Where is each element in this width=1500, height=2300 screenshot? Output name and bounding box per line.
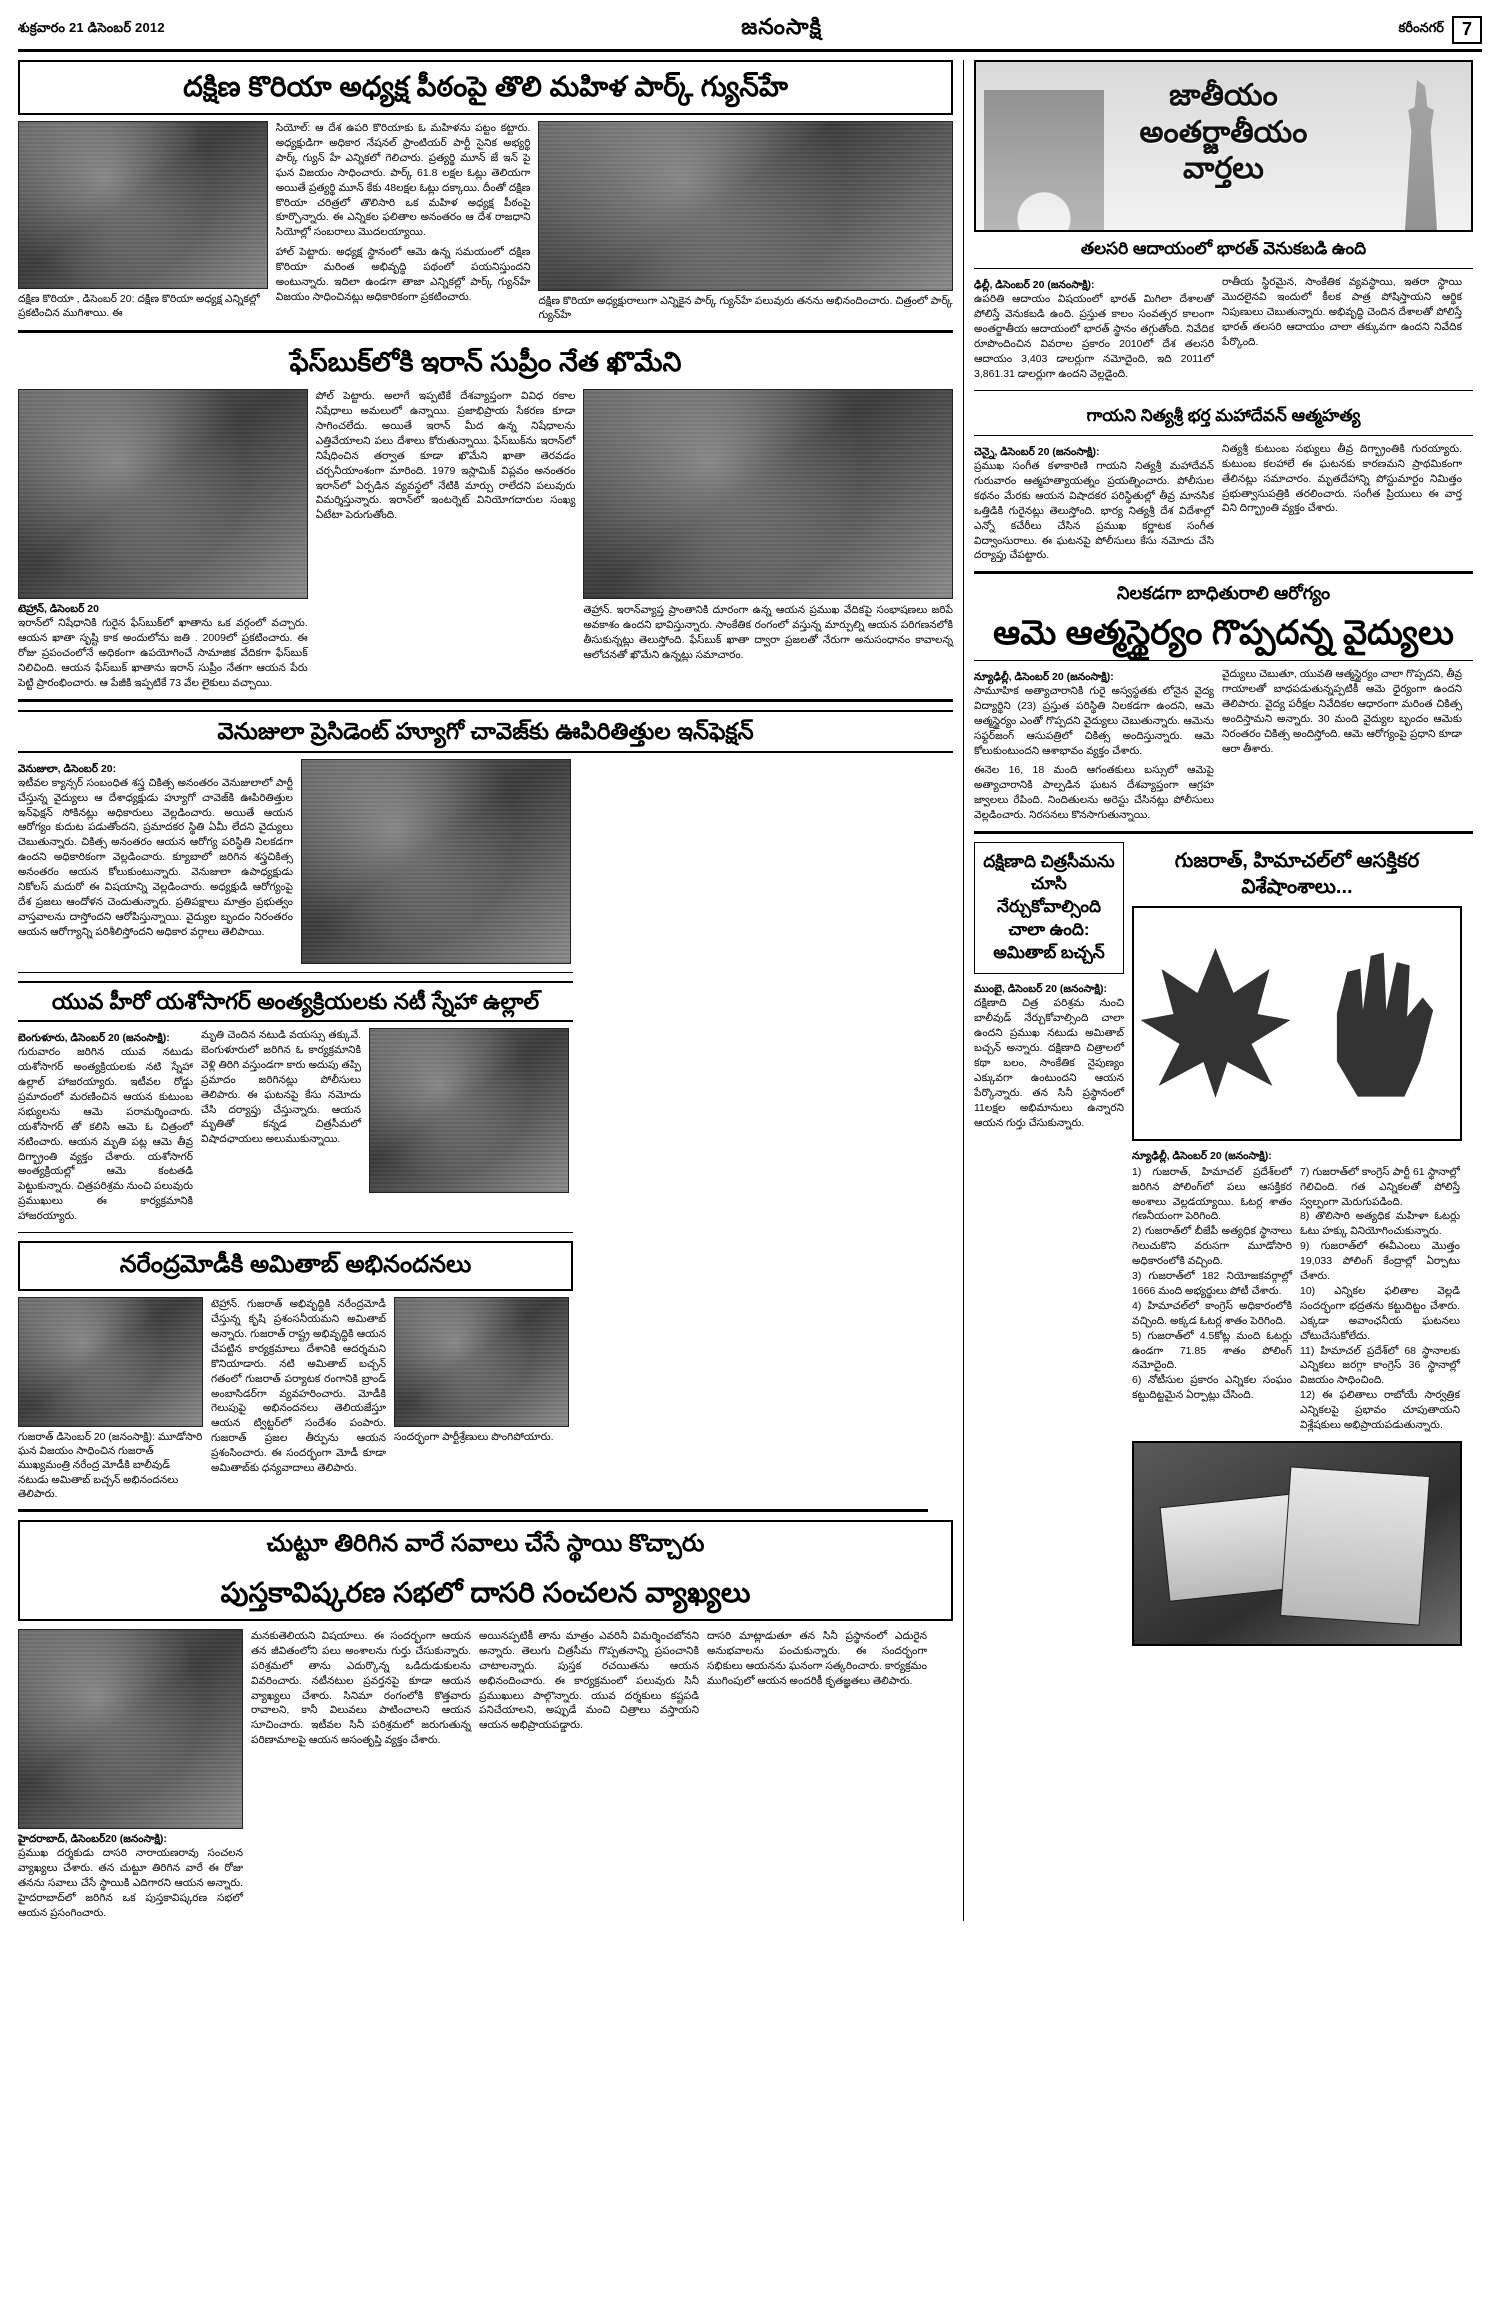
dasari-headline-1: చుట్టూ తిరిగిన వారే సవాలు చేసే స్థాయి కొచ్చారు <box>18 1520 953 1568</box>
korea-photo-caption: దక్షిణ కొరియా , డిసెంబర్ 20: దక్షిణ కొరియా అధ్యక్ష ఎన్నికల్లో ప్రకటించిన ముగిశాయి. ఈ <box>18 293 260 320</box>
nithyasri-text-2: నిత్యశ్రీ కుటుంబ సభ్యులు తీవ్ర దిగ్భ్రాంతికి గురయ్యారు. కుటుంబ కలహాలే ఈ ఘటనకు కారణమని ప్రాథమికంగా తేలినట్లు సమాచారం. మృతదేహాన్ని పోస్టుమార్టం నిమిత్తం ప్రభుత్వాసుపత్రికి తరలించారు. సంగీత ప్రియులు ఈ వార్త విని దిగ్భ్రాంతి వ్యక్తం చేశారు. <box>1222 442 1462 515</box>
percapita-dateline: ఢిల్లీ, డిసెంబర్ 20 (జనంసాక్షి): <box>974 279 1095 292</box>
lotus-icon <box>1141 948 1291 1098</box>
sneha-ullal-photo <box>369 1028 569 1193</box>
article-khomeini <box>18 341 953 690</box>
victim-dateline: న్యూఢిల్లీ, డిసెంబర్ 20 (జనంసాక్షి): <box>974 671 1114 684</box>
amitabh-south-text: దక్షిణాది చిత్ర పరిశ్రమ నుంచి బాలీవుడ్ నేర్చుకోవాల్సింది చాలా ఉందని ప్రముఖ నటుడు అమితాబ్ బచ్చన్ అన్నారు. దక్షిణాది చిత్రాలలో కథా బలం, సాంకేతిక నైపుణ్యం ఎక్కువగా ఉంటుందని ఆయన పేర్కొన్నారు. తన సినీ ప్రస్థానంలో 11లక్షల అభిమానులు ఉన్నారని ఆయన గుర్తు చేసుకున్నారు. <box>974 997 1124 1129</box>
modi-caption: గుజరాత్ డిసెంబర్ 20 (జనంసాక్షి): మూడోసారి ఘన విజయం సాధించిన గుజరాత్ ముఖ్యమంత్రి నరేంద్ర మోడీకి బాలీవుడ్ నటుడు అమితాబ్ బచ్చన్ అభినందనలు తెలిపారు. <box>18 1431 203 1500</box>
page-body <box>18 60 1482 1921</box>
article-dasari <box>18 1520 953 1921</box>
victim-text-3: వైద్యులు చెబుతూ, యువతి ఆత్మస్థైర్యం చాలా గొప్పదని, తీవ్ర గాయాలతో బాధపడుతున్నప్పటికీ ఆమె ధైర్యంగా ఉందని తెలిపారు. వైద్య పరీక్షల నివేదికల ఆధారంగా మరింత చికిత్స అందిస్తామని అన్నారు. 30 మంది వైద్యుల బృందం ఆమెకు నిరంతరం చికిత్స అందిస్తోంది. ఆమె ఆరోగ్యంపై ప్రధాని కూడా ఆరా తీశారు. <box>1222 668 1463 755</box>
divider-r5 <box>974 660 1473 661</box>
list-item: 1) గుజరాత్, హిమాచల్ ప్రదేశ్‌లలో జరిగిన పోలింగ్‌లో పలు ఆసక్తికర అంశాలు వెల్లడయ్యాయి. ఓటర్ల శాతం గణనీయంగా పెరిగింది. <box>1132 1165 1292 1223</box>
dasari-photo <box>18 1629 243 1829</box>
article-korea-headline: దక్షిణ కొరియా అధ్యక్ష పీఠంపై తొలి మహిళ పార్క్ గ్యున్‌హే <box>18 60 953 115</box>
gujarat-headline: గుజరాత్, హిమాచల్‌లో ఆసక్తికర విశేషాంశాలు... <box>1174 849 1420 898</box>
edition-wrap <box>1398 16 1482 44</box>
percapita-text-2: రాతీయ స్థిరమైన, సాంకేతిక వ్యవస్థాయి, ఇతరా స్థాయి మొదలైనవి ఇందులో కీలక పాత్ర పోషిస్తాయని ఆర్థిక నిపుణులు చెబుతున్నారు. అభివృద్ధి చెందిన దేశాలతో పోలిస్తే భారత్ తలసరి ఆదాయం చాలా తక్కువగా ఉందని నివేదిక పేర్కొంది. <box>1222 276 1462 348</box>
dasari-dateline: హైదరాబాద్, డిసెంబర్20 (జనంసాక్షి): <box>18 1832 167 1845</box>
dasari-body-4: దాసరి మాట్లాడుతూ తన సినీ ప్రస్థానంలో ఎదురైన అనుభవాలను పంచుకున్నారు. ఈ సందర్భంగా సభికులు ఆయనను ఘనంగా సత్కరించారు. కార్యక్రమం ముగింపులో ఆయన అందరికీ కృతజ్ఞతలు తెలిపారు. <box>707 1629 927 1687</box>
nithyasri-dateline: చెన్నై, డిసెంబర్ 20 (జనంసాక్షి): <box>974 445 1100 458</box>
list-item: 5) గుజరాత్‌లో 4.5కోట్ల మంది ఓటర్లు ఉండగా 71.85 శాతం పోలింగ్ నమోదైంది. <box>1132 1329 1292 1372</box>
article-korea <box>18 60 953 322</box>
list-item: 4) హిమాచల్‌లో కాంగ్రెస్ అధికారంలోకి వచ్చింది. అక్కడ ఓటర్ల శాతం పెరిగింది. <box>1132 1299 1292 1327</box>
article-khomeini-headline: ఫేస్‌బుక్‌లోకి ఇరాన్ సుప్రీం నేత ఖొమేని <box>289 347 682 378</box>
divider-5 <box>18 1509 928 1512</box>
amitabh-south-headline: దక్షిణాది చిత్రసీమను చూసి నేర్చుకోవాల్సింది చాలా ఉంది: అమితాబ్ బచ్చన్ <box>974 842 1124 975</box>
hand-icon <box>1314 943 1444 1103</box>
victim-kicker: నిలకడగా బాధితురాలి ఆరోగ్యం <box>1116 583 1331 604</box>
article-chavez <box>18 710 953 964</box>
nithyasri-body <box>974 442 1473 564</box>
korea-president-photo <box>18 121 268 289</box>
chavez-dateline: వెనుజులా, డిసెంబర్ 20: <box>18 762 117 775</box>
article-yashosagar <box>18 981 573 1225</box>
banner-line-1: జాతీయం <box>1169 79 1278 112</box>
masthead <box>18 14 1482 52</box>
modi-photo <box>18 1297 203 1427</box>
dasari-headline-2: పుస్తకావిష్కరణ సభలో దాసరి సంచలన వ్యాఖ్యలు <box>18 1568 953 1621</box>
yashosagar-body-1: గురువారం జరిగిన యువ నటుడు యశోసాగర్ అంత్యక్రియలకు నటి స్నేహా ఉల్లాల్ హాజరయ్యారు. ఇటీవల రోడ్డు ప్రమాదంలో మరణించిన ఆయన కుటుంబ సభ్యులను ఆమె పరామర్శించారు. యశోసాగర్ తో కలిసి ఆమె ఓ చిత్రంలో నటించారు. ఆయన మృతి పట్ల ఆమె తీవ్ర దిగ్భ్రాంతి వ్యక్తం చేశారు. యశోసాగర్ అంత్యక్రియల్లో ఆమె కంటతడి పెట్టుకున్నారు. చిత్రపరిశ్రమ నుంచి పలువురు ప్రముఖులు ఈ కార్యక్రమానికి హాజరయ్యారు. <box>18 1046 193 1223</box>
facebook-collage-photo <box>18 389 308 599</box>
korea-crowd-photo <box>538 121 953 291</box>
yashosagar-body-2: మృతి చెందిన నటుడి వయస్సు తక్కువే. బెంగుళూరులో జరిగిన ఓ కార్యక్రమానికి వెళ్లి తిరిగి వస్తుండగా కారు అదుపు తప్పి ప్రమాదం జరిగినట్లు పోలీసులు తెలిపారు. ఈ ఘటనపై కేసు నమోదు చేసి దర్యాప్తు చేస్తున్నారు. ఆయన మృతితో కన్నడ చిత్రసీమలో విషాదఛాయలు అలుముకున్నాయి. <box>201 1029 361 1146</box>
divider-r3 <box>974 435 1473 436</box>
divider-1 <box>18 330 953 333</box>
chavez-body: ఇటీవల క్యాన్సర్ సంబంధిత శస్త్ర చికిత్స అనంతరం వెనుజులాలో పార్టీ చేస్తున్న వైద్యులు ఆ దేశాధ్యక్షుడు హ్యూగో చావెజ్‌కి ఊపిరితిత్తుల ఇన్‌ఫెక్షన్ సోకినట్లు అధికారులు వెల్లడించారు. అయితే ఆయన ఆరోగ్యం కుదుట పడుతోందని, ప్రమాదకర స్థితి ఏమీ లేదని వైద్యులు చెబుతున్నారు. చికిత్స అనంతరం ఆయన ఆరోగ్య పరిస్థితి నిలకడగా ఉందని అధికారికంగా వెల్లడించారు. క్యూబాలో జరిగిన శస్త్రచికిత్స అనంతరం ఆయన కోలుకుంటున్నారు. వెనుజులా ఉపాధ్యక్షుడు నికోలస్ మదురో ఈ విషయాన్ని వెల్లడించారు. అధ్యక్షుడి ఆరోగ్యంపై దేశ ప్రజలు ఆందోళన చెందుతున్నారు. ప్రతిపక్షాలు మాత్రం ప్రభుత్వం వాస్తవాలను దాస్తోందని ఆరోపిస్తున్నాయి. వైద్యుల బృందం నిరంతరం ఆయన ఆరోగ్యాన్ని పరిశీలిస్తోందని అధికార వర్గాలు తెలిపాయి. <box>18 776 293 938</box>
gujarat-points <box>1132 1165 1462 1433</box>
khomeini-dateline: టెహ్రాన్, డిసెంబర్ 20 <box>18 603 99 616</box>
list-item: 8) తొలిసారి అత్యధిక మహిళా ఓటర్లు ఓటు హక్కు వినియోగించుకున్నారు. <box>1300 1210 1460 1238</box>
divider-2 <box>18 699 953 702</box>
divider-r1 <box>974 268 1473 269</box>
edition-name: కరీంనగర్ <box>1398 20 1444 35</box>
percapita-body <box>974 275 1473 382</box>
khomeini-body-3: తెహ్రాన్. ఇరాన్‌వ్యాప్త ప్రాంతానికి దూరంగా ఉన్న ఆయన ప్రముఖ వేదికపై సంభాషణలు జరిపే అవకాశం ఉందని భావిస్తున్నారు. సాంకేతిక రంగంలో వస్తున్న మార్పుల్ని ఆయన పరిగణనలోకి తీసుకున్నట్లు తెలుస్తోంది. ఫేస్‌బుక్ ఖాతా ద్వారా ప్రజలతో నేరుగా అనుసంధానం కావాలన్న ఆలోచనతో ఖొమేని ఉన్నట్లు సమాచారం. <box>583 604 953 661</box>
khomeini-body-1: ఇరాన్‌లో నిషేధానికి గురైన ఫేస్‌బుక్‌లో ఖాతాను ఒక వర్గంలో వచ్చారు. ఆయన ఖాతా సృష్టి కాక అందులోను జతి . 2009లో ప్రకటించారు. ఈ రోజు ప్రపంచంలోనే అధికంగా ఉపయోగించే సామాజిక వేదికగా ఫేస్‌బుక్ నిలిచింది. ఆయన ఫేస్‌బుక్ ఖాతాను ఇరాన్ సుప్రీం నేతగా ఆయన పేరు పెట్టి ప్రారంభించారు. ఆ పేజీకి ఇప్పటికే 73 వేల లైకులు వచ్చాయి. <box>18 617 308 689</box>
article-gujarat-himachal <box>1132 842 1462 1646</box>
percapita-text-1: ఉపరితి ఆదాయం విషయంలో భారత్ మిగిలా దేశాలతో పోలిస్తే వెనుకబడి ఉంది. ప్రస్తుత కాలం సంవత్సర కాలంగా అంతర్జాతీయ ఆదాయంలో భారత్ స్థానం తగ్గుతోంది. నివేదిక రూపొందించిన వివరాల ప్రకారం 2010లో దేశ తలసరి ఆదాయం 3,403 డాలర్లుగా నమోదైంది, ఇది 2011లో 3,861.31 డాలర్లుగా ఉందని వెల్లడైంది. <box>974 293 1214 380</box>
divider-r4 <box>974 571 1473 574</box>
list-item: 3) గుజరాత్‌లో 182 నియోజకవర్గాల్లో 1666 మంది అభ్యర్థులు పోటీ చేశారు. <box>1132 1270 1292 1297</box>
divider-3 <box>18 972 573 973</box>
dasari-body-3: అయినప్పటికీ తాను మాత్రం ఎవరినీ విమర్శించబోనని అన్నారు. తెలుగు చిత్రసీమ గొప్పతనాన్ని ప్రపంచానికి చాటాలన్నారు. పుస్తక రచయితను ఆయన అభినందించారు. ఈ కార్యక్రమంలో పలువురు సినీ ప్రముఖులు పాల్గొన్నారు. యువ దర్శకులు కష్టపడి పనిచేయాలని, అప్పుడే మంచి చిత్రాలు వస్తాయని ఆయన అభిప్రాయపడ్డారు. <box>479 1629 699 1732</box>
evm-machines-photo <box>1132 1441 1462 1646</box>
divider-4 <box>18 1232 573 1233</box>
list-item: 2) గుజరాత్‌లో బీజేపీ అత్యధిక స్థానాలు గెలుచుకొని వరుసగా మూడోసారి అధికారంలోకి వచ్చింది. <box>1132 1225 1292 1268</box>
victim-text-2: ఈనెల 16, 18 మంది ఆగంతకులు బస్సులో ఆమెపై అత్యాచారానికి పాల్పడిన ఘటన దేశవ్యాప్తంగా ఆగ్రహ జ్వాలలు రేపింది. నిందితులను అరెస్టు చేసినట్లు పోలీసులు వెల్లడించారు. నిరసనలు కొనసాగుతున్నాయి. <box>974 763 1214 821</box>
amitabh-south-dateline: ముంబై, డిసెంబర్ 20 (జనంసాక్షి): <box>974 983 1108 996</box>
victim-text-1: సామూహిక అత్యాచారానికి గురై అస్వస్థతకు లోనైన వైద్య విద్యార్థిని (23) ప్రస్తుత పరిస్థితి నిలకడగా ఉందని, ఆమె ఆత్మస్థైర్యం ఎంతో గొప్పదని వైద్యులు చెబుతున్నారు. ఆమెను సఫ్దర్‌జంగ్ ఆసుపత్రిలో చికిత్స అందిస్తున్నారు. ఆమె కోలుకుంటుందని ఆశాభావం వ్యక్తం చేశారు. <box>974 685 1214 757</box>
newspaper-logo: జనంసాక్షి <box>741 14 823 39</box>
list-item: 9) గుజరాత్‌లో ఈవీఎంలు మొత్తం 19,033 పోలింగ్ కేంద్రాల్లో ఏర్పాటు చేశారు. <box>1300 1240 1460 1283</box>
nithyasri-headline: గాయని నిత్యశ్రీ భర్త మహాదేవన్ ఆత్మహత్య <box>1086 405 1361 425</box>
right-column <box>963 60 1473 1921</box>
right-lower-grid <box>974 842 1473 1646</box>
party-symbols-image <box>1132 906 1462 1141</box>
amitabh-photo <box>394 1297 569 1427</box>
percapita-headline: తలసరి ఆదాయంలో భారత్ వెనుకబడి ఉంది <box>1080 239 1367 258</box>
khomeini-body-2: పోల్ పెట్టారు. అలాగే ఇప్పటికే దేశవ్యాప్తంగా వివిధ రకాల నిషేధాలు అమలులో ఉన్నాయి. ప్రజాభిప్రాయ సేకరణ కూడా సాగించలేదు. అయితే ఇరాన్ మీద ఉన్న నిషేధాలను ఎత్తివేయాలని పలు దేశాలు కోరుతున్నాయి. ఫేస్‌బుక్‌ను ఇరాన్‌లో నిషేధించిన తర్వాత కూడా ఖొమేని ఖాతా తెరవడం చర్చనీయాంశంగా మారింది. 1979 ఇస్లామిక్ విప్లవం అనంతరం ఇరాన్‌లో ఏర్పడిన వ్యవస్థలో నేటికి మార్పు రాలేదని పలువురు విమర్శిస్తున్నారు. ఇరాన్‌లో ఇంటర్నెట్ వినియోగదారుల సంఖ్య ఏటేటా పెరుగుతోంది. <box>315 390 576 522</box>
divider-r2 <box>974 390 1473 391</box>
facebook-magnifier-photo <box>583 389 953 599</box>
article-yashosagar-headline: యువ హీరో యశోసాగర్ అంత్యక్రియలకు నటీ స్నేహా ఉల్లాల్ <box>18 981 573 1023</box>
korea-body-1: సియోల్: ఆ దేశ ఉపరి కొరియాకు ఓ మహిళను పట్టం కట్టారు. అధ్యక్షుడిగా అధికార నేషనల్ ఫ్రాంటియర్ పార్టీ సైనిక అభ్యర్థి పార్క్ గ్యున్ హే ఎన్నికలో గెలిచారు. ప్రత్యర్థి మూన్ జే ఇన్ పై ఘన విజయం సాధించారు. పార్క్ 61.8 లక్షల ఓట్లు తెలియగా అయితే ప్రత్యర్థి మూన్ కేకు 48లక్షల ఓట్లు దక్కాయి. దీంతో దక్షిణ కొరియా చరిత్రలో తొలిసారి ఒక మహిళ అధ్యక్ష పీఠంపై కూర్చొన్నారు. ఈ ఎన్నికల ఫలితాల అనంతరం ఆ దేశ రాజధాని సియోల్లో సంబరాలు మొదలయ్యాయి. <box>275 122 531 239</box>
left-column <box>18 60 953 1921</box>
dasari-body-1: ప్రముఖ దర్శకుడు దాసరి నారాయణరావు సంచలన వ్యాఖ్యలు చేశారు. తన చుట్టూ తిరిగిన వారే ఈ రోజు తనను సవాలు చేసే స్థాయికి ఎదిగారని ఆయన అన్నారు. హైదరాబాద్‌లో జరిగిన ఒక పుస్తకావిష్కరణ సభలో ఆయన ప్రసంగించారు. <box>18 1847 243 1919</box>
victim-headline: ఆమె ఆత్మస్థైర్యం గొప్పదన్న వైద్యులు <box>993 613 1454 652</box>
article-amitabh-south <box>974 842 1124 1646</box>
article-chavez-headline: వెనుజులా ప్రెసిడెంట్ హ్యూగో చావెజ్‌కు ఊపిరితిత్తుల ఇన్‌ఫెక్షన్ <box>18 710 953 753</box>
banner-line-2: అంతర్జాతీయం <box>1139 115 1308 149</box>
page-number: 7 <box>1452 16 1482 44</box>
publication-date: శుక్రవారం 21 డిసెంబర్ 2012 <box>18 20 165 35</box>
divider-r6 <box>974 831 1473 834</box>
amitabh-caption: సందర్భంగా పార్టీశ్రేణులు పొంగిపోయారు. <box>394 1431 554 1444</box>
chavez-photo <box>301 759 571 964</box>
list-item: 11) హిమాచల్ ప్రదేశ్‌లో 68 స్థానాలకు ఎన్నికలు జరగ్గా కాంగ్రెస్ 36 స్థానాల్లో విజయం సాధించింది. <box>1300 1344 1460 1387</box>
korea-body-2: హాల్ పెట్టారు. అధ్యక్ష స్థానంలో ఆమె ఉన్న సమయంలో దక్షిణ కొరియా మరింత అభివృద్ధి పథంలో పయనిస్తుందని అంటున్నారు. ఇదిలా ఉండగా తాజా ఎన్నికల్లో పార్క్ గ్యున్‌హే విజయం సాధించినట్లు అధికారికంగా ప్రకటించారు. <box>275 246 531 303</box>
list-item: 7) గుజరాత్‌లో కాంగ్రెస్ పార్టీ 61 స్థానాల్లో గెలిచింది. గత ఎన్నికలతో పోలిస్తే స్వల్పంగా మెరుగుపడింది. <box>1300 1165 1460 1208</box>
evm-ballot-unit <box>1280 1466 1430 1625</box>
article-modi-headline: నరేంద్రమోడీకి అమితాబ్ అభినందనలు <box>18 1241 573 1291</box>
bjp-symbol-half <box>1134 908 1297 1139</box>
banner-line-3: వార్తలు <box>1183 152 1264 186</box>
dasari-body-2: మనకుతెలియని విషయాలు. ఈ సందర్భంగా ఆయన తన జీవితంలోని పలు అంశాలను గుర్తు చేసుకున్నారు. పరిశ్రమలో తాను ఎదుర్కొన్న ఒడిదుడుకులను వివరించారు. నటీనటుల ప్రవర్తనపై కూడా ఆయన వ్యాఖ్యలు చేశారు. సినిమా రంగంలోకి కొత్తవారు రావాలని, కానీ విలువలు పాటించాలని ఆయన సూచించారు. ఇటీవల సినీ పరిశ్రమలో జరుగుతున్న పరిణామాలపై ఆయన అసంతృప్తి వ్యక్తం చేశారు. <box>251 1629 471 1747</box>
korea-crowd-caption: దక్షిణ కొరియా అధ్యక్షురాలుగా ఎన్నికైన పార్క్ గ్యున్‌హే పలువురు తనను అభినందించారు. చిత్రంలో పార్క్ గ్యున్‌హే <box>538 295 953 322</box>
victim-body <box>974 667 1473 822</box>
yashosagar-dateline: బెంగుళూరు, డిసెంబర్ 20 (జనంసాక్షి): <box>18 1032 170 1045</box>
congress-symbol-half <box>1297 908 1460 1139</box>
list-item: 12) ఈ ఫలితాలు రాబోయే సార్వత్రిక ఎన్నికలపై ప్రభావం చూపుతాయని విశ్లేషకులు అభిప్రాయపడుతున్నారు. <box>1300 1389 1460 1432</box>
international-banner-title <box>976 78 1471 188</box>
article-modi-amitabh <box>18 1241 573 1501</box>
list-item: 6) నోటీసుల ప్రకారం ఎన్నికల సంఘం కట్టుదిట్టమైన ఏర్పాట్లు చేసింది. <box>1132 1374 1292 1402</box>
international-section-banner <box>974 60 1473 232</box>
nithyasri-text-1: ప్రముఖ సంగీత కళాకారిణి గాయని నిత్యశ్రీ మహాదేవన్ గురువారం ఆత్మహత్యాయత్నం ప్రయత్నించారు. పోలీసుల కథనం మేరకు ఆయన విషాదకర పరిస్థితుల్లో తీవ్ర మానసిక ఒత్తిడికి గురైనట్లు తెలుస్తోంది. భార్య నిత్యశ్రీ దేశ విదేశాల్లో ఎన్నో కచేరీలు చేసిన ప్రముఖ కర్ణాటక సంగీత విద్వాంసురాలు. ఈ ఘటనపై పోలీసులు కేసు నమోదు చేసి దర్యాప్తు చేపట్టారు. <box>974 459 1214 562</box>
modi-body: టెహ్రాన్. గుజరాత్ అభివృద్ధికి నరేంద్రమోడీ చేస్తున్న కృషి ప్రశంసనీయమని అమితాబ్ అన్నారు. గుజరాత్ రాష్ట్ర అభివృద్ధికి ఆయన చేపట్టిన కార్యక్రమాలు దేశానికి ఆదర్శమని కొనియాడారు. నటి అమితాబ్ బచ్చన్ గతంలో గుజరాత్ పర్యాటక రంగానికి బ్రాండ్ అంబాసిడర్‌గా వ్యవహరించారు. మోడీకి గెలుపుపై అభినందనలు తెలియజేస్తూ ఆయన ట్విట్టర్‌లో సందేశం పంపారు. గుజరాత్ ప్రజల తీర్పును ఆయన ప్రశంసించారు. ఈ సందర్భంగా మోడీ కూడా అమితాబ్‌కు ధన్యవాదాలు తెలిపారు. <box>211 1298 386 1475</box>
gujarat-dateline: న్యూఢిల్లీ, డిసెంబర్ 20 (జనంసాక్షి): <box>1132 1149 1272 1162</box>
list-item: 10) ఎన్నికల ఫలితాల వెల్లడి సందర్భంగా భద్రతను కట్టుదిట్టం చేశారు. ఎక్కడా అవాంఛనీయ ఘటనలు చోటుచేసుకోలేదు. <box>1300 1284 1460 1342</box>
